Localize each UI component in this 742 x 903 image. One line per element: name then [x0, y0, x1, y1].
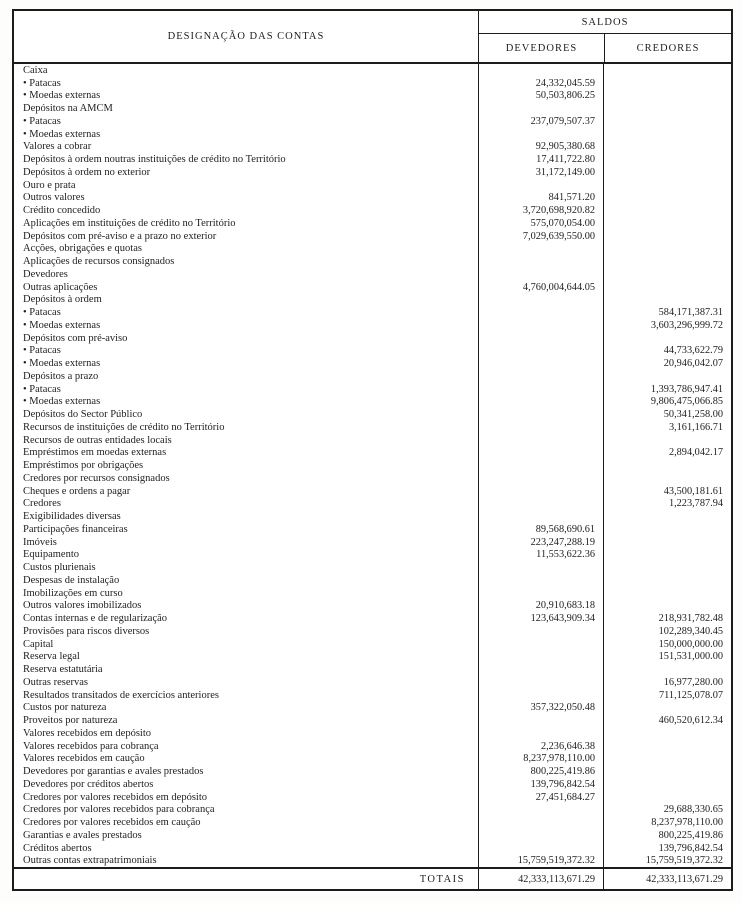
table-row: [14, 702, 731, 715]
account-name: • Moedas externas: [23, 90, 101, 102]
account-name: Equipamento: [23, 549, 79, 561]
account-name: Depósitos com pré-aviso: [23, 332, 128, 344]
account-name: Caixa: [23, 64, 48, 76]
table-row: [14, 587, 731, 600]
account-name: Proveitos por natureza: [23, 715, 118, 727]
credores-value: [603, 281, 731, 294]
table-row: [14, 64, 731, 77]
credores-value: [603, 510, 731, 523]
devedores-value: [478, 306, 603, 319]
devedores-value: [478, 255, 603, 268]
devedores-value: 223,247,288.19: [478, 536, 603, 549]
table-row: [14, 281, 731, 294]
table-row: [14, 447, 731, 460]
account-name: Empréstimos em moedas externas: [23, 447, 167, 459]
table-row: [14, 855, 731, 868]
devedores-value: [478, 714, 603, 727]
devedores-value: [478, 332, 603, 345]
table-row: [14, 549, 731, 562]
table-row: [14, 192, 731, 205]
credores-value: [603, 128, 731, 141]
table-row: [14, 829, 731, 842]
account-name: Imobilizações em curso: [23, 587, 123, 599]
credores-value: [603, 243, 731, 256]
account-name: Custos por natureza: [23, 702, 107, 714]
account-name: Depósitos com pré-aviso e a prazo no exterior: [23, 230, 217, 242]
table-row: [14, 408, 731, 421]
credores-value: [603, 561, 731, 574]
table-row: [14, 778, 731, 791]
table-row: [14, 612, 731, 625]
table-row: [14, 804, 731, 817]
account-name: Valores recebidos em caução: [23, 753, 145, 765]
account-name: Créditos abertos: [23, 842, 92, 854]
account-name: Outras contas extrapatrimoniais: [23, 855, 157, 867]
table-row: [14, 345, 731, 358]
devedores-value: [478, 396, 603, 409]
credores-value: 16,977,280.00: [603, 676, 731, 689]
table-row: [14, 753, 731, 766]
account-name: Valores a cobrar: [23, 141, 92, 153]
table-row: [14, 791, 731, 804]
table-row: [14, 498, 731, 511]
account-name: Outras reservas: [23, 676, 89, 688]
table-row: [14, 179, 731, 192]
devedores-value: [478, 510, 603, 523]
credores-value: 29,688,330.65: [603, 804, 731, 817]
account-name: Valores recebidos para cobrança: [23, 740, 159, 752]
credores-value: 43,500,181.61: [603, 485, 731, 498]
table-row: [14, 472, 731, 485]
totals-label: TOTAIS: [419, 873, 465, 885]
account-name: Participações financeiras: [23, 523, 128, 535]
credores-value: 1,393,786,947.41: [603, 383, 731, 396]
devedores-value: 357,322,050.48: [478, 702, 603, 715]
account-name: Ouro e prata: [23, 179, 76, 191]
credores-value: [603, 77, 731, 90]
devedores-value: [478, 102, 603, 115]
account-name: • Patacas: [23, 345, 61, 357]
account-name: Devedores por garantias e avales prestados: [23, 766, 204, 778]
account-name: Capital: [23, 638, 54, 650]
credores-value: [603, 472, 731, 485]
devedores-value: [478, 842, 603, 855]
account-name: Exigibilidades diversas: [23, 511, 121, 523]
credores-value: [603, 663, 731, 676]
credores-value: [603, 332, 731, 345]
devedores-value: [478, 370, 603, 383]
credores-value: [603, 230, 731, 243]
devedores-value: 841,571.20: [478, 192, 603, 205]
credores-value: [603, 727, 731, 740]
account-name: Imóveis: [23, 536, 57, 548]
account-name: Recursos de instituições de crédito no Território: [23, 421, 225, 433]
account-name: Depósitos à ordem: [23, 294, 102, 306]
credores-value: 711,125,078.07: [603, 689, 731, 702]
devedores-value: [478, 128, 603, 141]
header-saldos-group: [478, 11, 731, 62]
credores-value: [603, 587, 731, 600]
account-name: Custos plurienais: [23, 562, 96, 574]
devedores-value: [478, 498, 603, 511]
devedores-value: 50,503,806.25: [478, 90, 603, 103]
devedores-value: 7,029,639,550.00: [478, 230, 603, 243]
account-name: Garantias e avales prestados: [23, 829, 142, 841]
account-name: Credores por valores recebidos em depósito: [23, 791, 207, 803]
table-row: [14, 536, 731, 549]
totals-row: [14, 867, 731, 889]
table-row: [14, 128, 731, 141]
account-name: Aplicações em instituições de crédito no Território: [23, 217, 236, 229]
table-row: [14, 727, 731, 740]
devedores-value: [478, 816, 603, 829]
account-name: Resultados transitados de exercícios anteriores: [23, 689, 219, 701]
header-devedores: DEVEDORES: [505, 42, 578, 54]
account-name: • Patacas: [23, 77, 61, 89]
devedores-value: [478, 408, 603, 421]
table-row: [14, 204, 731, 217]
devedores-value: 575,070,054.00: [478, 217, 603, 230]
table-row: [14, 217, 731, 230]
credores-value: [603, 141, 731, 154]
table-row: [14, 90, 731, 103]
credores-value: 151,531,000.00: [603, 651, 731, 664]
table-row: [14, 740, 731, 753]
devedores-value: [478, 727, 603, 740]
totals-devedores-value: 42,333,113,671.29: [478, 869, 603, 889]
table-row: [14, 651, 731, 664]
devedores-value: [478, 829, 603, 842]
credores-value: 150,000,000.00: [603, 638, 731, 651]
header-saldos: SALDOS: [479, 11, 731, 34]
credores-value: 3,161,166.71: [603, 421, 731, 434]
credores-value: [603, 791, 731, 804]
table-row: [14, 765, 731, 778]
table-body: [14, 64, 731, 867]
devedores-value: 92,905,380.68: [478, 141, 603, 154]
header-saldos-subcolumns: [479, 34, 731, 62]
table-row: [14, 332, 731, 345]
header-designacao-das-contas: DESIGNAÇÃO DAS CONTAS: [167, 31, 325, 42]
devedores-value: 800,225,419.86: [478, 765, 603, 778]
account-name: Credores: [23, 498, 61, 510]
credores-value: [603, 115, 731, 128]
devedores-value: [478, 651, 603, 664]
devedores-value: [478, 676, 603, 689]
credores-value: [603, 294, 731, 307]
account-name: Cheques e ordens a pagar: [23, 485, 131, 497]
devedores-value: [478, 485, 603, 498]
devedores-value: [478, 421, 603, 434]
account-name: Reserva legal: [23, 651, 80, 663]
account-name: • Moedas externas: [23, 319, 101, 331]
table-row: [14, 166, 731, 179]
balance-sheet-table: [12, 9, 733, 891]
credores-value: 460,520,612.34: [603, 714, 731, 727]
table-row: [14, 370, 731, 383]
table-row: [14, 153, 731, 166]
table-row: [14, 714, 731, 727]
devedores-value: 123,643,909.34: [478, 612, 603, 625]
account-name: Devedores: [23, 268, 68, 280]
table-row: [14, 625, 731, 638]
credores-value: [603, 217, 731, 230]
devedores-value: 20,910,683.18: [478, 600, 603, 613]
devedores-value: [478, 294, 603, 307]
account-name: Depósitos à ordem noutras instituições de crédito no Território: [23, 154, 286, 166]
credores-value: 15,759,519,372.32: [603, 855, 731, 868]
devedores-value: [478, 243, 603, 256]
credores-value: [603, 192, 731, 205]
account-name: Outros valores: [23, 192, 85, 204]
table-row: [14, 141, 731, 154]
devedores-value: [478, 357, 603, 370]
credores-value: 44,733,622.79: [603, 345, 731, 358]
devedores-value: [478, 587, 603, 600]
table-row: [14, 102, 731, 115]
table-row: [14, 294, 731, 307]
account-name: Outras aplicações: [23, 281, 98, 293]
credores-value: 3,603,296,999.72: [603, 319, 731, 332]
devedores-value: [478, 434, 603, 447]
account-name: • Patacas: [23, 115, 61, 127]
table-row: [14, 663, 731, 676]
table-row: [14, 485, 731, 498]
credores-value: [603, 90, 731, 103]
credores-value: 50,341,258.00: [603, 408, 731, 421]
credores-value: 139,796,842.54: [603, 842, 731, 855]
table-row: [14, 421, 731, 434]
credores-value: [603, 523, 731, 536]
devedores-value: [478, 574, 603, 587]
table-row: [14, 255, 731, 268]
credores-value: [603, 204, 731, 217]
account-name: • Patacas: [23, 307, 61, 319]
account-name: Depósitos do Sector Público: [23, 409, 143, 421]
credores-value: [603, 549, 731, 562]
devedores-value: [478, 663, 603, 676]
table-row: [14, 230, 731, 243]
credores-value: [603, 166, 731, 179]
credores-value: [603, 153, 731, 166]
devedores-value: 31,172,149.00: [478, 166, 603, 179]
credores-value: [603, 268, 731, 281]
credores-value: [603, 179, 731, 192]
account-name: Depósitos a prazo: [23, 370, 99, 382]
devedores-value: [478, 345, 603, 358]
devedores-value: [478, 561, 603, 574]
credores-value: 800,225,419.86: [603, 829, 731, 842]
devedores-value: [478, 64, 603, 77]
table-row: [14, 561, 731, 574]
account-name: Credores por recursos consignados: [23, 472, 170, 484]
devedores-value: 11,553,622.36: [478, 549, 603, 562]
table-header: [14, 11, 731, 64]
credores-value: 8,237,978,110.00: [603, 816, 731, 829]
account-name: Provisões para riscos diversos: [23, 625, 150, 637]
devedores-value: 2,236,646.38: [478, 740, 603, 753]
table-row: [14, 268, 731, 281]
account-name: Contas internas e de regularização: [23, 613, 168, 625]
account-name: Devedores por créditos abertos: [23, 778, 154, 790]
table-row: [14, 319, 731, 332]
totals-credores-value: 42,333,113,671.29: [603, 869, 731, 889]
devedores-value: [478, 804, 603, 817]
credores-value: 218,931,782.48: [603, 612, 731, 625]
credores-value: [603, 778, 731, 791]
devedores-value: 4,760,004,644.05: [478, 281, 603, 294]
table-row: [14, 816, 731, 829]
table-row: [14, 574, 731, 587]
account-name: Recursos de outras entidades locais: [23, 434, 172, 446]
credores-value: [603, 702, 731, 715]
devedores-value: 237,079,507.37: [478, 115, 603, 128]
credores-value: [603, 765, 731, 778]
account-name: Acções, obrigações e quotas: [23, 243, 142, 255]
devedores-value: [478, 472, 603, 485]
devedores-value: [478, 689, 603, 702]
devedores-value: [478, 179, 603, 192]
table-row: [14, 510, 731, 523]
devedores-value: [478, 383, 603, 396]
account-name: Depósitos na AMCM: [23, 103, 113, 115]
table-row: [14, 459, 731, 472]
credores-value: 2,894,042.17: [603, 447, 731, 460]
devedores-value: [478, 319, 603, 332]
table-row: [14, 115, 731, 128]
devedores-value: 24,332,045.59: [478, 77, 603, 90]
account-name: Despesas de instalação: [23, 574, 120, 586]
table-row: [14, 77, 731, 90]
table-row: [14, 306, 731, 319]
credores-value: 1,223,787.94: [603, 498, 731, 511]
devedores-value: [478, 268, 603, 281]
credores-value: 102,289,340.45: [603, 625, 731, 638]
account-name: Aplicações de recursos consignados: [23, 256, 175, 268]
credores-value: [603, 574, 731, 587]
account-name: Depósitos à ordem no exterior: [23, 166, 151, 178]
credores-value: [603, 102, 731, 115]
credores-value: 584,171,387.31: [603, 306, 731, 319]
devedores-value: [478, 459, 603, 472]
table-row: [14, 689, 731, 702]
account-name: • Moedas externas: [23, 396, 101, 408]
credores-value: 9,806,475,066.85: [603, 396, 731, 409]
table-row: [14, 434, 731, 447]
devedores-value: 15,759,519,372.32: [478, 855, 603, 868]
devedores-value: 17,411,722.80: [478, 153, 603, 166]
table-row: [14, 243, 731, 256]
account-name: Empréstimos por obrigações: [23, 460, 144, 472]
account-name: • Moedas externas: [23, 128, 101, 140]
table-row: [14, 357, 731, 370]
header-credores: CREDORES: [604, 34, 731, 62]
table-row: [14, 676, 731, 689]
credores-value: [603, 536, 731, 549]
table-row: [14, 638, 731, 651]
account-name: Crédito concedido: [23, 205, 101, 217]
credores-value: [603, 434, 731, 447]
table-row: [14, 523, 731, 536]
devedores-value: 3,720,698,920.82: [478, 204, 603, 217]
credores-value: [603, 64, 731, 77]
account-name: Outros valores imobilizados: [23, 600, 142, 612]
table-row: [14, 396, 731, 409]
table-row: [14, 383, 731, 396]
table-row: [14, 842, 731, 855]
account-name: Credores por valores recebidos em caução: [23, 817, 201, 829]
table-row: [14, 600, 731, 613]
devedores-value: [478, 638, 603, 651]
credores-value: [603, 740, 731, 753]
account-name: • Patacas: [23, 383, 61, 395]
credores-value: 20,946,042.07: [603, 357, 731, 370]
devedores-value: [478, 625, 603, 638]
credores-value: [603, 600, 731, 613]
credores-value: [603, 459, 731, 472]
account-name: Credores por valores recebidos para cobrança: [23, 804, 215, 816]
devedores-value: 8,237,978,110.00: [478, 753, 603, 766]
account-name: • Moedas externas: [23, 358, 101, 370]
credores-value: [603, 255, 731, 268]
account-name: Reserva estatutária: [23, 664, 103, 676]
devedores-value: 139,796,842.54: [478, 778, 603, 791]
devedores-value: 89,568,690.61: [478, 523, 603, 536]
credores-value: [603, 753, 731, 766]
devedores-value: [478, 447, 603, 460]
devedores-value: 27,451,684.27: [478, 791, 603, 804]
account-name: Valores recebidos em depósito: [23, 727, 152, 739]
credores-value: [603, 370, 731, 383]
